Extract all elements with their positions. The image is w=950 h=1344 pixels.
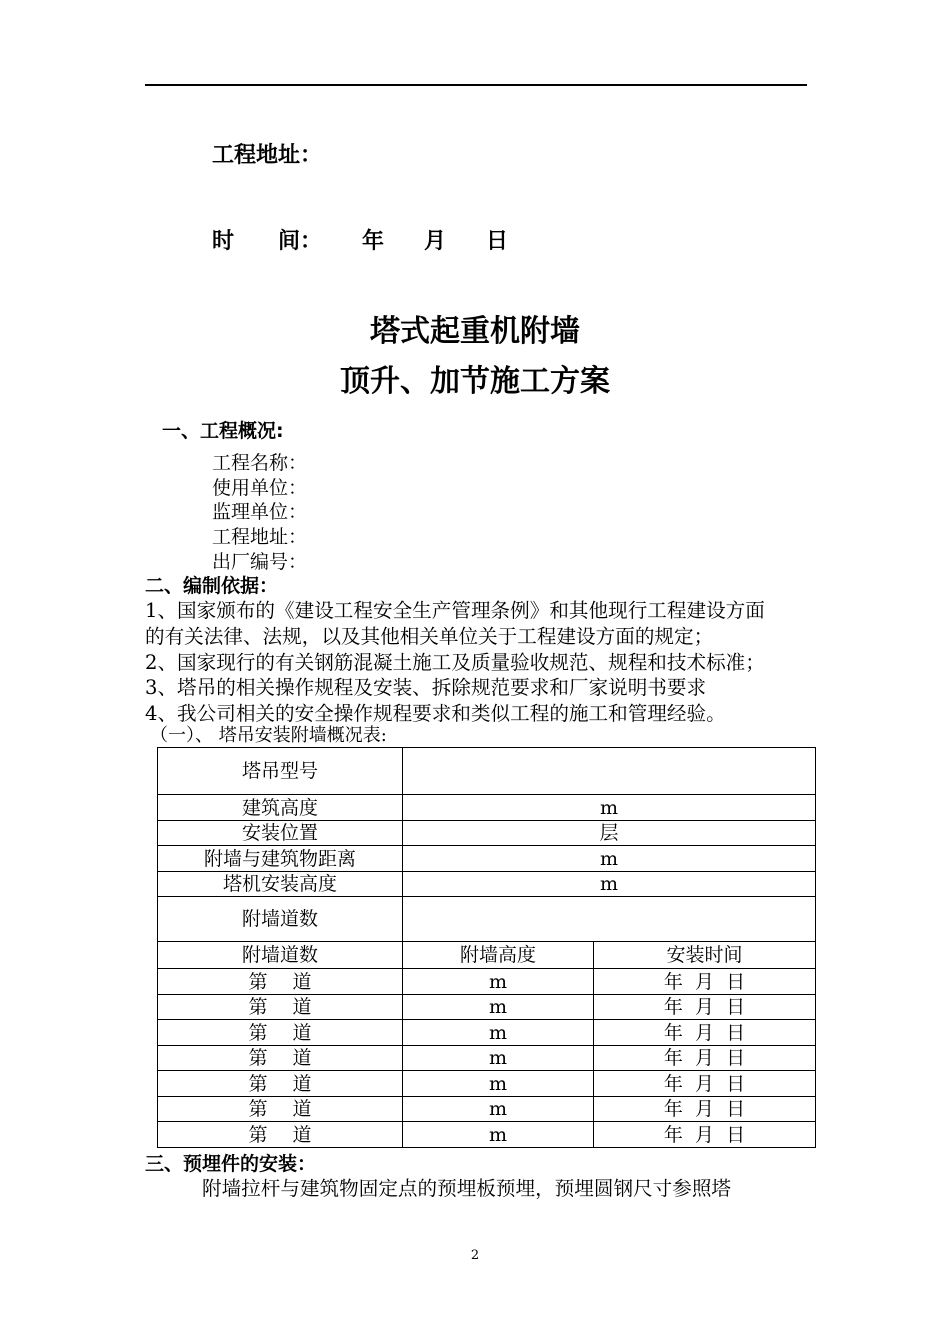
basis-paragraph: 的有关法律、法规，以及其他相关单位关于工程建设方面的规定； [145,625,714,648]
table-label-cell: 安装位置 [158,821,403,846]
wall-no-cell: 第 道 [158,995,403,1020]
table-row [158,821,816,846]
wall-height-cell: m [403,1122,594,1148]
basis-paragraph: 1、国家颁布的《建设工程安全生产管理条例》和其他现行工程建设方面 [145,599,765,622]
section1-heading: 一、工程概况: [162,420,284,442]
wall-date-cell: 年 月 日 [594,1071,816,1097]
table-value-cell: m [403,846,816,872]
table-label-cell: 建筑高度 [158,795,403,821]
table-row [158,748,816,795]
wall-date-cell: 年 月 日 [594,969,816,995]
table-value-cell: 层 [403,821,816,846]
overview-item: 监理单位： [212,501,308,523]
table-row [158,846,816,872]
basis-paragraph: 3、塔吊的相关操作规程及安装、拆除规范要求和厂家说明书要求 [145,676,707,699]
page-number: 2 [470,1248,480,1263]
table-label-cell: 塔机安装高度 [158,872,403,897]
table-caption: （一）、 塔吊安装附墙概况表: [150,725,387,746]
year-label: 年 [362,229,385,254]
header-rule [145,84,807,86]
wall-row [158,1020,816,1046]
wall-height-cell: m [403,1071,594,1097]
wall-date-cell: 年 月 日 [594,995,816,1020]
wall-date-cell: 年 月 日 [594,1046,816,1071]
day-label: 日 [486,229,509,254]
table-value-cell: m [403,795,816,821]
overview-item: 工程名称： [212,452,308,474]
table-label-cell: 塔吊型号 [158,748,403,795]
basis-paragraph: 2、国家现行的有关钢筋混凝土施工及质量验收规范、规程和技术标准； [145,651,765,674]
wall-no-cell: 第 道 [158,1020,403,1046]
table-row [158,795,816,821]
wall-date-cell: 年 月 日 [594,1097,816,1122]
wall-row [158,995,816,1020]
wall-height-cell: m [403,969,594,995]
wall-row [158,1071,816,1097]
wall-no-cell: 第 道 [158,1071,403,1097]
embedded-parts-paragraph: 附墙拉杆与建筑物固定点的预埋板预埋，预埋圆钢尺寸参照塔 [202,1177,732,1200]
table-row [158,872,816,897]
overview-item: 工程地址： [212,526,308,548]
table-value-cell [403,897,816,942]
title-line-1: 塔式起重机附墙 [370,314,580,349]
wall-height-cell: m [403,1097,594,1122]
tower-crane-wall-table [157,747,816,1148]
wall-row [158,1097,816,1122]
overview-item: 出厂编号： [212,551,308,573]
wall-no-cell: 第 道 [158,1097,403,1122]
wall-row [158,1122,816,1148]
section3-heading: 三、预埋件的安装： [145,1153,317,1175]
wall-height-cell: m [403,995,594,1020]
wall-row [158,969,816,995]
basis-paragraph: 4、我公司相关的安全操作规程要求和类似工程的施工和管理经验。 [145,702,726,725]
wall-row [158,1046,816,1071]
title-line-2: 顶升、加节施工方案 [340,364,610,399]
table-subheader-row [158,942,816,969]
project-address-label: 工程地址： [212,143,323,168]
wall-height-cell: m [403,1046,594,1071]
section2-heading: 二、编制依据： [145,575,279,597]
wall-no-cell: 第 道 [158,1122,403,1148]
table-label-cell: 附墙与建筑物距离 [158,846,403,872]
wall-date-cell: 年 月 日 [594,1122,816,1148]
table-value-cell [403,748,816,795]
subheader-cell: 安装时间 [594,942,816,969]
wall-date-cell: 年 月 日 [594,1020,816,1046]
table-value-cell: m [403,872,816,897]
wall-height-cell: m [403,1020,594,1046]
overview-item: 使用单位： [212,477,308,499]
time-row [212,224,508,255]
table-label-cell: 附墙道数 [158,897,403,942]
subheader-cell: 附墙道数 [158,942,403,969]
subheader-cell: 附墙高度 [403,942,594,969]
table-row [158,897,816,942]
wall-no-cell: 第 道 [158,1046,403,1071]
wall-no-cell: 第 道 [158,969,403,995]
time-label: 时 间： [212,229,323,254]
month-label: 月 [424,229,447,254]
